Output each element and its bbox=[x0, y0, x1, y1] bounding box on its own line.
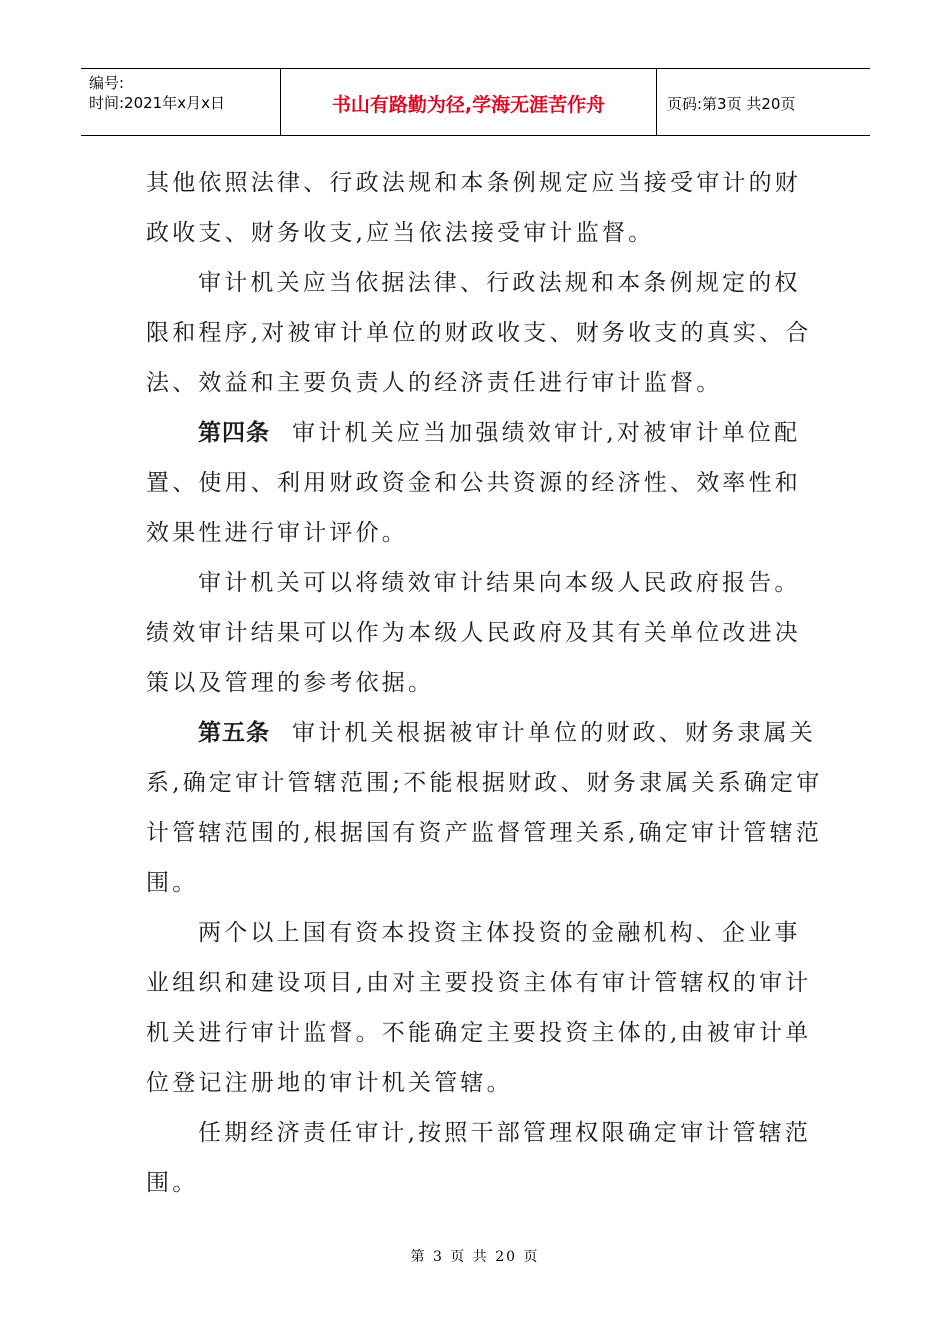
time-label: 时间:2021年x月x日 bbox=[89, 94, 225, 112]
article-5-text: 审计机关根据被审计单位的财政、财务隶属关系,确定审计管辖范围;不能根据财政、财务隶属关系确定审计管辖范围的,根据国有资产监督管理关系,确定审计管辖范围。 bbox=[146, 720, 823, 896]
article-4-text: 审计机关应当加强绩效审计,对被审计单位配置、使用、利用财政资金和公共资源的经济性、效率性和效果性进行审计评价。 bbox=[146, 420, 801, 546]
article-5-heading: 第五条 bbox=[198, 720, 270, 746]
paragraph-6: 两个以上国有资本投资主体投资的金融机构、企业事业组织和建设项目,由对主要投资主体有审计管辖权的审计机关进行审计监督。不能确定主要投资主体的,由被审计单位登记注册地的审计机关管辖。 bbox=[146, 920, 812, 1096]
page-footer: 第 3 页 共 20 页 bbox=[410, 1249, 540, 1265]
paragraph-7: 任期经济责任审计,按照干部管理权限确定审计管辖范围。 bbox=[146, 1120, 812, 1196]
paragraph-4: 审计机关可以将绩效审计结果向本级人民政府报告。绩效审计结果可以作为本级人民政府及其有关单位改进决策以及管理的参考依据。 bbox=[146, 570, 801, 696]
paragraph-2: 审计机关应当依据法律、行政法规和本条例规定的权限和程序,对被审计单位的财政收支、财务收支的真实、合法、效益和主要负责人的经济责任进行审计监督。 bbox=[146, 270, 812, 396]
header-page-info: 页码:第3页 共20页 bbox=[667, 94, 796, 113]
paragraph-1: 其他依照法律、行政法规和本条例规定应当接受审计的财政收支、财务收支,应当依法接受审计监督。 bbox=[146, 170, 801, 246]
header-left-cell bbox=[81, 69, 281, 135]
document-header bbox=[81, 68, 870, 136]
header-motto: 书山有路勤为径,学海无涯苦作舟 bbox=[281, 69, 657, 135]
number-label: 编号: bbox=[89, 74, 125, 92]
article-4-heading: 第四条 bbox=[198, 420, 270, 446]
paragraph-article-5 bbox=[146, 708, 826, 908]
paragraph-article-4 bbox=[146, 408, 826, 558]
document-body bbox=[146, 158, 826, 1208]
